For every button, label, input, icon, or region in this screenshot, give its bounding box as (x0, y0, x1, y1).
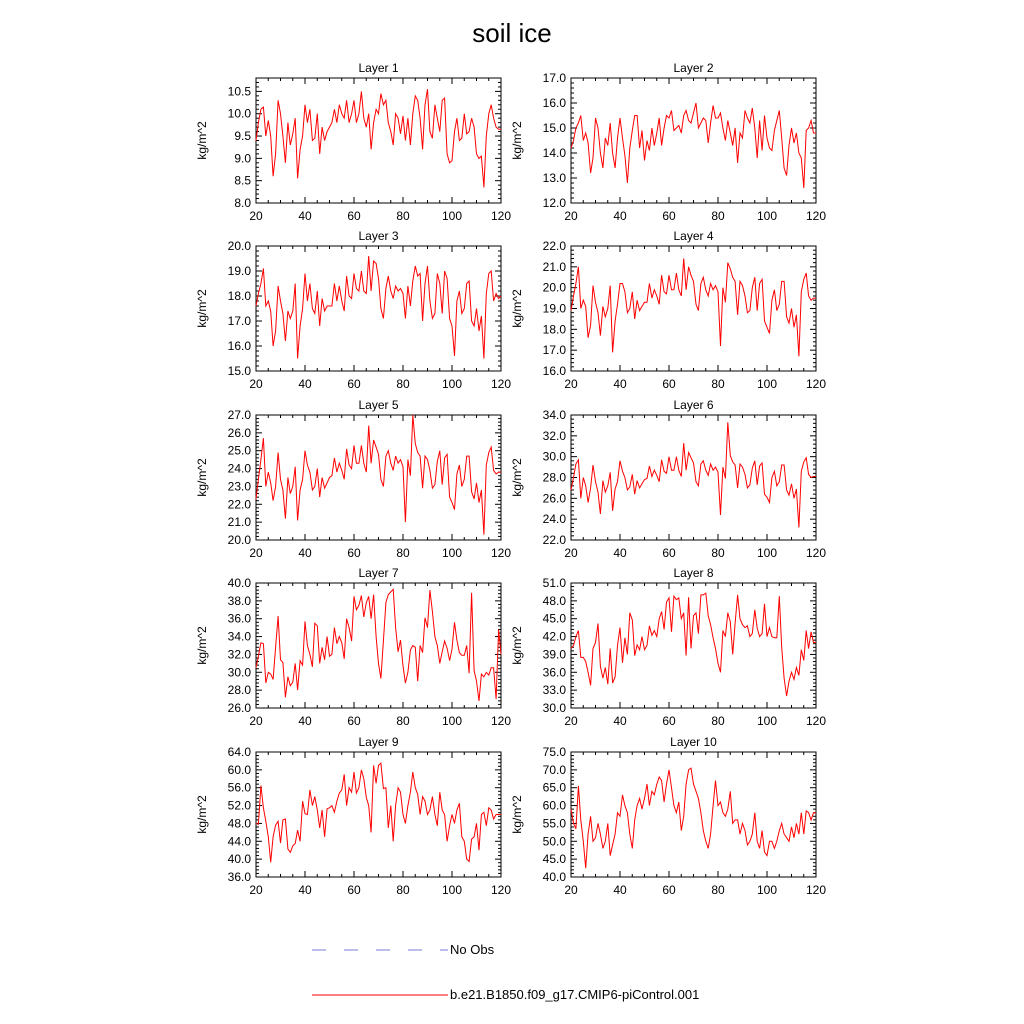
y-tick-label: 40.0 (227, 576, 251, 590)
y-tick-label: 36.0 (542, 665, 566, 680)
y-tick-label: 55.0 (542, 816, 566, 831)
y-axis-label: kg/m^2 (195, 626, 209, 665)
y-tick-label: 28.0 (227, 683, 251, 698)
y-tick-label: 34.0 (542, 408, 566, 422)
plot-frame (571, 415, 816, 540)
y-tick-label: 21.0 (542, 259, 566, 274)
x-tick-label: 60 (347, 209, 361, 223)
y-tick-label: 8.5 (234, 173, 251, 188)
y-tick-label: 15.0 (227, 364, 251, 378)
panel-title: Layer 5 (358, 398, 399, 412)
panel-10 (510, 735, 826, 897)
panel-3 (195, 229, 511, 391)
y-tick-label: 39.0 (542, 647, 566, 662)
x-tick-label: 40 (613, 714, 627, 728)
x-tick-label: 120 (805, 546, 827, 560)
y-tick-label: 44.0 (227, 834, 251, 849)
y-tick-label: 18.0 (542, 322, 566, 337)
x-tick-label: 20 (249, 209, 263, 223)
panel-title: Layer 4 (673, 229, 714, 243)
series-line (571, 422, 816, 527)
x-tick-label: 100 (441, 377, 463, 391)
x-tick-label: 120 (805, 209, 827, 223)
y-axis-label: kg/m^2 (510, 626, 524, 665)
figure-title: soil ice (472, 18, 552, 48)
y-tick-label: 38.0 (227, 593, 251, 608)
panel-1 (195, 61, 511, 223)
y-axis-label: kg/m^2 (510, 795, 524, 834)
x-tick-label: 40 (298, 883, 312, 897)
y-tick-label: 48.0 (227, 816, 251, 831)
y-tick-label: 30.0 (542, 701, 566, 715)
x-tick-label: 40 (298, 714, 312, 728)
y-tick-label: 17.0 (227, 314, 251, 328)
y-tick-label: 32.0 (542, 428, 566, 443)
y-tick-label: 24.0 (542, 512, 566, 527)
panel-2 (510, 61, 826, 223)
plot-frame (256, 752, 501, 877)
legend-label-model: b.e21.B1850.f09_g17.CMIP6-piControl.001 (450, 987, 700, 1002)
legend-label-no-obs: No Obs (450, 942, 495, 957)
legend (312, 942, 699, 1002)
x-tick-label: 100 (441, 883, 463, 897)
plot-frame (256, 583, 501, 708)
y-tick-label: 22.0 (227, 497, 251, 512)
panel-title: Layer 6 (673, 398, 714, 412)
plot-frame (571, 752, 816, 877)
series-line (571, 593, 816, 696)
y-axis-label: kg/m^2 (510, 121, 524, 160)
x-tick-label: 80 (396, 377, 410, 391)
y-tick-label: 21.0 (227, 515, 251, 530)
y-tick-label: 60.0 (227, 762, 251, 777)
y-tick-label: 9.0 (234, 151, 251, 166)
series-line (256, 589, 501, 701)
x-tick-label: 20 (249, 883, 263, 897)
y-tick-label: 19.0 (542, 301, 566, 316)
y-tick-label: 27.0 (227, 408, 251, 422)
y-tick-label: 22.0 (542, 533, 566, 547)
x-tick-label: 120 (490, 883, 512, 897)
y-tick-label: 42.0 (542, 629, 566, 644)
y-tick-label: 45.0 (542, 611, 566, 626)
y-tick-label: 26.0 (542, 491, 566, 506)
panel-5 (195, 398, 511, 560)
x-tick-label: 20 (249, 546, 263, 560)
y-tick-label: 28.0 (542, 470, 566, 485)
y-tick-label: 34.0 (227, 629, 251, 644)
x-tick-label: 80 (711, 883, 725, 897)
y-tick-label: 26.0 (227, 701, 251, 715)
x-tick-label: 40 (613, 546, 627, 560)
y-axis-label: kg/m^2 (195, 795, 209, 834)
x-tick-label: 100 (756, 883, 778, 897)
x-tick-label: 80 (711, 209, 725, 223)
y-tick-label: 20.0 (227, 239, 251, 253)
y-tick-label: 45.0 (542, 852, 566, 867)
x-tick-label: 40 (298, 546, 312, 560)
y-tick-label: 40.0 (542, 870, 566, 884)
x-tick-label: 120 (490, 377, 512, 391)
x-tick-label: 60 (347, 714, 361, 728)
x-tick-label: 20 (564, 209, 578, 223)
y-tick-label: 65.0 (542, 780, 566, 795)
y-tick-label: 64.0 (227, 745, 251, 759)
series-line (571, 259, 816, 357)
y-tick-label: 9.5 (234, 129, 251, 144)
y-axis-label: kg/m^2 (195, 121, 209, 160)
panel-title: Layer 7 (358, 566, 399, 580)
y-tick-label: 20.0 (227, 533, 251, 547)
y-tick-label: 30.0 (227, 665, 251, 680)
x-tick-label: 20 (564, 546, 578, 560)
x-tick-label: 100 (441, 209, 463, 223)
y-tick-label: 36.0 (227, 611, 251, 626)
x-tick-label: 100 (756, 546, 778, 560)
x-tick-label: 100 (756, 377, 778, 391)
y-tick-label: 51.0 (542, 576, 566, 590)
y-tick-label: 14.0 (542, 146, 566, 160)
series-line (571, 768, 816, 868)
y-tick-label: 8.0 (234, 196, 251, 210)
panel-title: Layer 1 (358, 61, 399, 75)
x-tick-label: 60 (347, 546, 361, 560)
x-tick-label: 40 (298, 377, 312, 391)
y-tick-label: 50.0 (542, 834, 566, 849)
x-tick-label: 80 (711, 546, 725, 560)
y-axis-label: kg/m^2 (195, 289, 209, 328)
y-tick-label: 10.5 (227, 84, 251, 99)
panel-8 (510, 566, 826, 728)
x-tick-label: 20 (564, 377, 578, 391)
plot-frame (256, 78, 501, 203)
y-tick-label: 24.0 (227, 461, 251, 476)
y-tick-label: 20.0 (542, 280, 566, 295)
x-tick-label: 20 (564, 883, 578, 897)
x-tick-label: 100 (441, 546, 463, 560)
x-tick-label: 100 (441, 714, 463, 728)
x-tick-label: 80 (396, 209, 410, 223)
y-tick-label: 16.0 (542, 96, 566, 110)
panels (195, 61, 826, 897)
series-line (256, 89, 501, 187)
x-tick-label: 60 (347, 377, 361, 391)
y-tick-label: 10.0 (227, 106, 251, 121)
y-tick-label: 36.0 (227, 870, 251, 884)
y-tick-label: 17.0 (542, 71, 566, 85)
x-tick-label: 80 (711, 377, 725, 391)
x-tick-label: 120 (490, 546, 512, 560)
series-line (256, 415, 501, 535)
y-tick-label: 26.0 (227, 425, 251, 440)
x-tick-label: 20 (249, 714, 263, 728)
y-axis-label: kg/m^2 (195, 458, 209, 497)
panel-6 (510, 398, 826, 560)
x-tick-label: 60 (662, 209, 676, 223)
x-tick-label: 80 (396, 546, 410, 560)
panel-title: Layer 10 (670, 735, 717, 749)
x-tick-label: 40 (298, 209, 312, 223)
x-tick-label: 60 (662, 546, 676, 560)
x-tick-label: 40 (613, 883, 627, 897)
y-tick-label: 56.0 (227, 780, 251, 795)
x-tick-label: 80 (396, 714, 410, 728)
panel-title: Layer 2 (673, 61, 714, 75)
y-tick-label: 17.0 (542, 343, 566, 358)
y-tick-label: 60.0 (542, 798, 566, 813)
panel-title: Layer 3 (358, 229, 399, 243)
y-tick-label: 40.0 (227, 852, 251, 867)
x-tick-label: 100 (756, 209, 778, 223)
x-tick-label: 120 (805, 883, 827, 897)
y-tick-label: 23.0 (227, 479, 251, 494)
x-tick-label: 120 (490, 714, 512, 728)
y-tick-label: 33.0 (542, 683, 566, 698)
x-tick-label: 20 (249, 377, 263, 391)
y-tick-label: 22.0 (542, 239, 566, 253)
y-axis-label: kg/m^2 (510, 289, 524, 328)
panel-7 (195, 566, 511, 728)
y-tick-label: 15.0 (542, 121, 566, 135)
panel-title: Layer 9 (358, 735, 399, 749)
y-tick-label: 52.0 (227, 798, 251, 813)
x-tick-label: 120 (490, 209, 512, 223)
y-tick-label: 12.0 (542, 196, 566, 210)
y-tick-label: 16.0 (542, 364, 566, 378)
y-axis-label: kg/m^2 (510, 458, 524, 497)
panel-title: Layer 8 (673, 566, 714, 580)
y-tick-label: 25.0 (227, 443, 251, 458)
y-tick-label: 19.0 (227, 264, 251, 278)
x-tick-label: 60 (662, 883, 676, 897)
y-tick-label: 13.0 (542, 171, 566, 185)
y-tick-label: 75.0 (542, 745, 566, 759)
x-tick-label: 40 (613, 377, 627, 391)
x-tick-label: 20 (564, 714, 578, 728)
x-tick-label: 60 (662, 714, 676, 728)
x-tick-label: 60 (662, 377, 676, 391)
plot-frame (571, 78, 816, 203)
y-tick-label: 30.0 (542, 449, 566, 464)
x-tick-label: 60 (347, 883, 361, 897)
panel-9 (195, 735, 511, 897)
series-line (571, 103, 816, 188)
y-tick-label: 18.0 (227, 289, 251, 303)
y-tick-label: 48.0 (542, 593, 566, 608)
y-tick-label: 16.0 (227, 339, 251, 353)
x-tick-label: 120 (805, 714, 827, 728)
y-tick-label: 70.0 (542, 762, 566, 777)
panel-4 (510, 229, 826, 391)
x-tick-label: 80 (711, 714, 725, 728)
x-tick-label: 100 (756, 714, 778, 728)
x-tick-label: 80 (396, 883, 410, 897)
y-tick-label: 32.0 (227, 647, 251, 662)
series-line (256, 763, 501, 862)
series-line (256, 256, 501, 359)
x-tick-label: 40 (613, 209, 627, 223)
x-tick-label: 120 (805, 377, 827, 391)
